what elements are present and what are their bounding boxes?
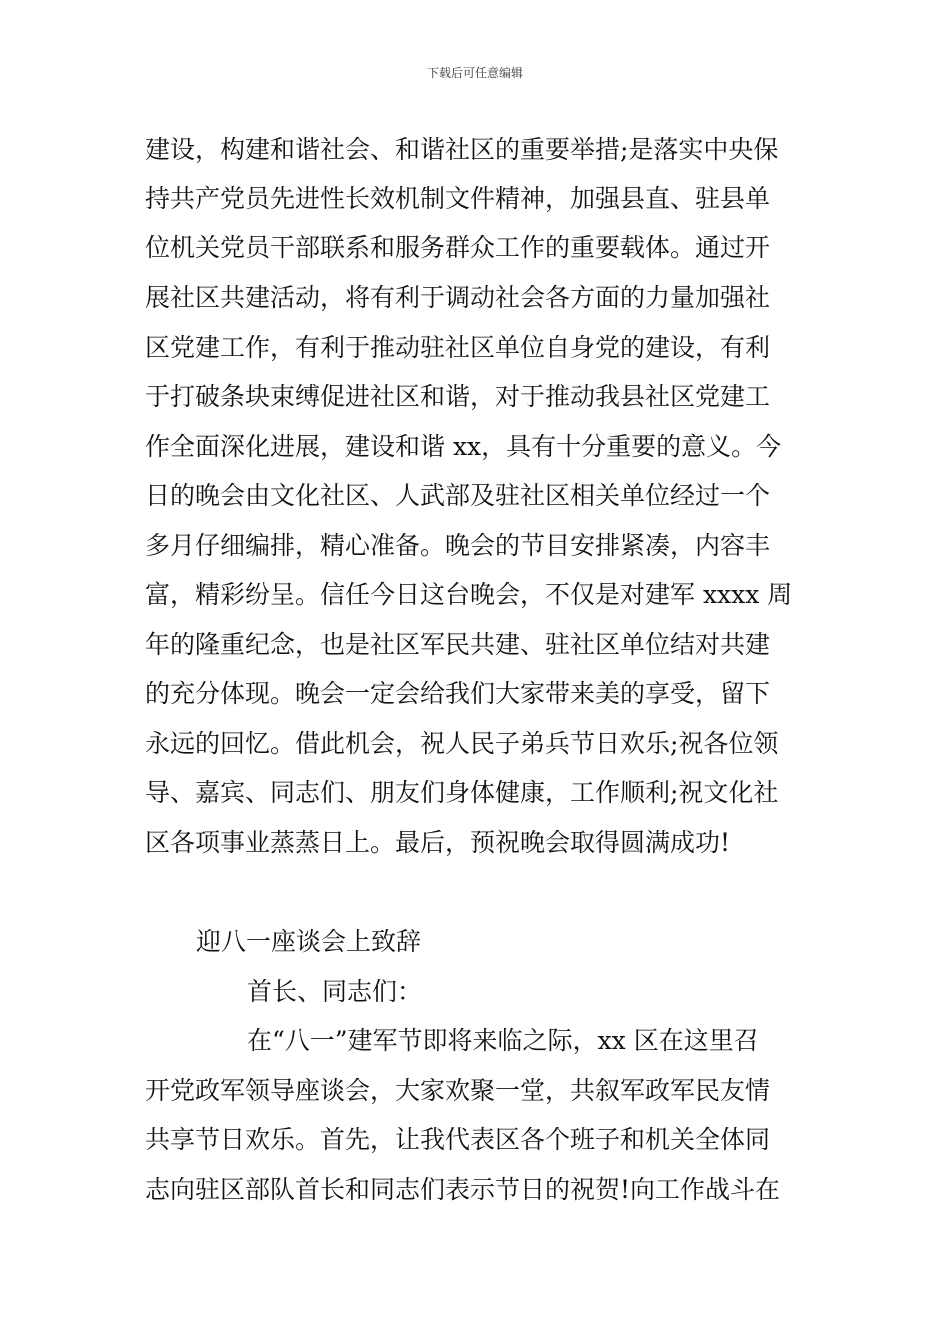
paragraph-line: 多月仔细编排，精心准备。晚会的节目安排紧凑，内容丰 xyxy=(145,531,771,560)
salutation: 首长、同志们： xyxy=(247,977,423,1006)
paragraph-line: 年的隆重纪念，也是社区军民共建、驻社区单位结对共建 xyxy=(145,630,771,659)
section-title: 迎八一座谈会上致辞 xyxy=(196,927,422,956)
paragraph-line: 展社区共建活动，将有利于调动社会各方面的力量加强社 xyxy=(145,283,771,312)
paragraph-line: 作全面深化进展，建设和谐 xx，具有十分重要的意义。今 xyxy=(145,432,782,461)
paragraph-line: 在“八一”建军节即将来临之际，xx 区在这里召 xyxy=(247,1026,759,1055)
paragraph-line: 的充分体现。晚会一定会给我们大家带来美的享受，留下 xyxy=(145,679,771,708)
paragraph-line: 志向驻区部队首长和同志们表示节日的祝贺!向工作战斗在 xyxy=(145,1175,781,1204)
paragraph-line: 区各项事业蒸蒸日上。最后，预祝晚会取得圆满成功! xyxy=(145,828,731,857)
paragraph-line: 共享节日欢乐。首先，让我代表区各个班子和机关全体同 xyxy=(145,1125,771,1154)
paragraph-line: 区党建工作，有利于推动驻社区单位自身党的建设，有利 xyxy=(145,333,771,362)
paragraph-line: 位机关党员干部联系和服务群众工作的重要载体。通过开 xyxy=(145,233,771,262)
paragraph-line: 开党政军领导座谈会，大家欢聚一堂，共叙军政军民友情 xyxy=(145,1076,771,1105)
paragraph-line: 于打破条块束缚促进社区和谐，对于推动我县社区党建工 xyxy=(145,382,771,411)
paragraph-line: 富，精彩纷呈。信任今日这台晚会，不仅是对建军 xxxx 周 xyxy=(145,580,793,609)
paragraph-line: 导、嘉宾、同志们、朋友们身体健康，工作顺利;祝文化社 xyxy=(145,778,779,807)
page-header-note: 下载后可任意编辑 xyxy=(426,66,523,80)
paragraph-line: 日的晚会由文化社区、人武部及驻社区相关单位经过一个 xyxy=(145,481,771,510)
paragraph-line: 永远的回忆。借此机会，祝人民子弟兵节日欢乐;祝各位领 xyxy=(145,729,779,758)
paragraph-line: 建设，构建和谐社会、和谐社区的重要举措;是落实中央保 xyxy=(145,135,779,164)
paragraph-line: 持共产党员先进性长效机制文件精神，加强县直、驻县单 xyxy=(145,184,771,213)
